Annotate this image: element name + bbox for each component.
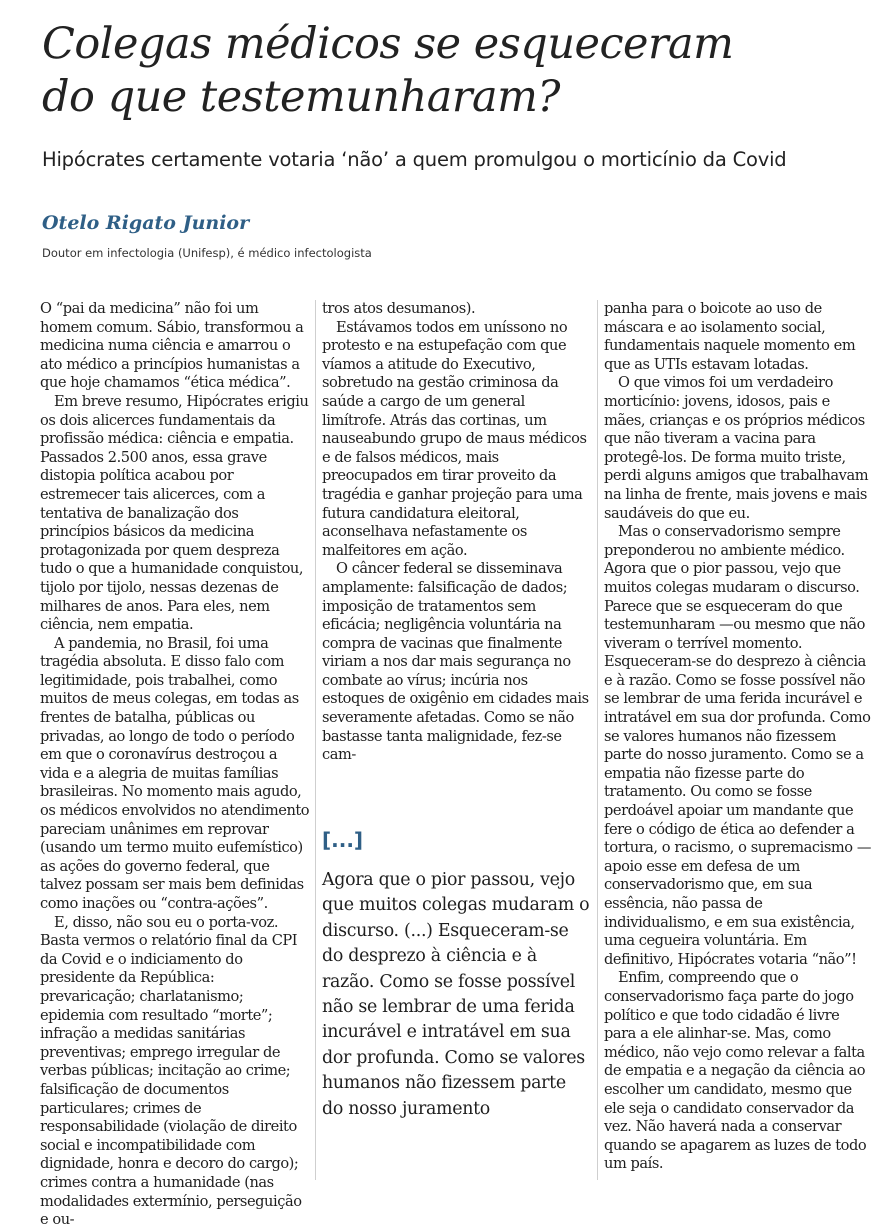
article-column-1 <box>40 300 310 1230</box>
paragraph: O que vimos foi um verdadeiro morticínio: jovens, idosos, pais e mães, crianças e os próprios médicos que não tiveram a vacina para protegê-los. De forma muito triste, perdi alguns amigos que trabalhavam na linha de frente, mais jovens e mais saudáveis do que eu. <box>604 374 869 522</box>
paragraph: Estávamos todos em uníssono no protesto e na estupefação com que víamos a atitude do Executivo, sobretudo na gestão criminosa da saúde a cargo de um general limítrofe. Atrás das cortinas, um nauseabundo grupo de maus médicos e de falsos médicos, mais preocupados em tirar proveito da tragédia e ganhar projeção para uma futura candidatura eleitoral, aconselhava nefastamente os malfeitores em ação. <box>322 318 587 559</box>
paragraph: E, disso, não sou eu o porta-voz. Basta vermos o relatório final da CPI da Covid e o indiciamento do presidente da República: prevaricação; charlatanismo; epidemia com resultado “morte”; infração a medidas sanitárias preventivas; emprego irregular de verbas públicas; incitação ao crime; falsificação de documentos particulares; crimes de responsabilidade (violação de direito social e incompatibilidade com dignidade, honra e decoro do cargo); crimes contra a humanidade (nas modalidades extermínio, perseguição e ou- <box>40 913 302 1229</box>
headline-line-2: do que testemunharam? <box>42 72 560 122</box>
paragraph: Enfim, compreendo que o conservadorismo faça parte do jogo político e que todo cidadão é livre para a ele alinhar-se. Mas, como médico, não vejo como relevar a falta de empatia e a negação da ciência ao escolher um candidato, mesmo que ele seja o candidato conservador da vez. Não haverá nada a conservar quando se apagarem as luzes de todo um país. <box>604 969 867 1173</box>
column-divider-1 <box>315 300 316 1180</box>
paragraph: tros atos desumanos). <box>322 300 476 317</box>
paragraph: Em breve resumo, Hipócrates erigiu os dois alicerces fundamentais da profissão médica: ciência e empatia. Passados 2.500 anos, essa grave distopia política acabou por estremecer tais alicerces, com a tentativa de banalização dos princípios básicos da medicina protagonizada por quem despreza tudo o que a humanidade conquistou, tijolo por tijolo, nessas dezenas de milhares de anos. Para eles, nem ciência, nem empatia. <box>40 392 309 634</box>
paragraph: A pandemia, no Brasil, foi uma tragédia absoluta. E disso falo com legitimidade, pois trabalhei, como muitos de meus colegas, em todas as frentes de batalha, públicas ou privadas, ao longo de todo o período em que o coronavírus destroçou a vida e a alegria de muitas famílias brasileiras. No momento mais agudo, os médicos envolvidos no atendimento pareciam unânimes em reprovar (usando um termo muito eufemístico) as ações do governo federal, que talvez possam ser mais bem definidas como inações ou “contra-ações”. <box>40 634 310 912</box>
headline <box>42 18 862 124</box>
article-column-2 <box>322 300 592 765</box>
pull-quote: Agora que o pior passou, vejo que muitos colegas mudaram o discurso. (...) Esqueceram-se do desprezo à ciência e à razão. Como se fosse possível não se lembrar de uma ferida incurável e intratável em sua dor profunda. Como se valores humanos não fizessem parte do nosso juramento <box>322 870 590 1119</box>
headline-line-1: Colegas médicos se esqueceram <box>42 19 734 69</box>
column-divider-2 <box>597 300 598 1180</box>
paragraph: panha para o boicote ao uso de máscara e ao isolamento social, fundamentais naquele momento em que as UTIs estavam lotadas. <box>604 300 856 373</box>
author-bio: Doutor em infectologia (Unifesp), é médico infectologista <box>42 246 372 260</box>
paragraph: Mas o conservadorismo sempre preponderou no ambiente médico. Agora que o pior passou, vejo que muitos colegas mudaram o discurso. Parece que se esqueceram do que testemunharam —ou mesmo que não viveram o terrível momento. Esqueceram-se do desprezo à ciência e à razão. Como se fosse possível não se lembrar de uma ferida incurável e intratável em sua dor profunda. Como se valores humanos não fizessem parte do nosso juramento. Como se a empatia não fizesse parte do tratamento. Ou como se fosse perdoável apoiar um mandante que fere o código de ética ao defender a tortura, o racismo, o supremacismo —apoio esse em defesa de um conservadorismo que, em sua essência, não passa de individualismo, e em sua existência, uma cegueira voluntária. Em definitivo, Hipócrates votaria “não”! <box>604 523 871 968</box>
pull-quote-marker: [...] <box>322 828 364 852</box>
paragraph: O câncer federal se disseminava amplamente: falsificação de dados; imposição de tratamentos sem eficácia; negligência voluntária na compra de vacinas que finalmente viriam a nos dar mais segurança no combate ao vírus; incúria nos estoques de oxigênio em cidades mais severamente afetadas. Como se não bastasse tanta malignidade, fez-se cam- <box>322 560 589 764</box>
article-column-3 <box>604 300 872 1174</box>
paragraph: O “pai da medicina” não foi um homem comum. Sábio, transformou a medicina numa ciência e amarrou o ato médico a princípios humanistas a que hoje chamamos “ética médica”. <box>40 300 304 392</box>
subheadline: Hipócrates certamente votaria ‘não’ a quem promulgou o morticínio da Covid <box>42 148 787 171</box>
author-name: Otelo Rigato Junior <box>42 212 250 234</box>
